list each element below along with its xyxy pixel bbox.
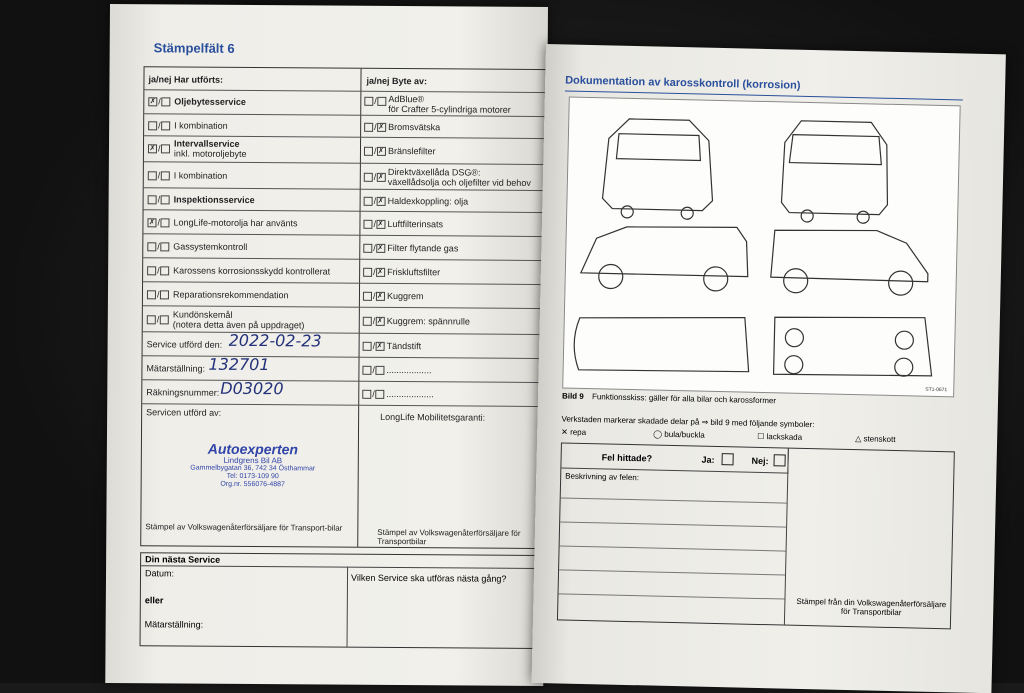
left-page	[105, 4, 548, 686]
table-row: / Inspektionsservice /✗ Haldexkoppling: olja	[144, 187, 550, 213]
symbol-scratch: ✕ repa	[561, 427, 587, 438]
checkbox-nej[interactable]	[377, 97, 386, 106]
found-label: Fel hittade?	[601, 452, 653, 464]
table-row: / Gassystemkontroll /✗ Filter flytande gas	[143, 233, 549, 261]
checkbox-ja[interactable]: ✗	[149, 98, 156, 106]
table-row: / Karossens korrosionsskydd kontrollerat /✗ Friskluftsfilter	[143, 257, 549, 285]
symbol-paint: ☐ lackskada	[757, 431, 803, 442]
checkbox-ja[interactable]	[363, 268, 372, 277]
description-label: Beskrivning av felen:	[565, 471, 640, 483]
item-label: Oljebytesservice	[174, 96, 246, 107]
table-row: ✗ / Oljebytesservice / AdBlue® för Crafter 5-cylindriga motorer	[144, 89, 550, 117]
item-label: ..................	[386, 364, 432, 376]
table-row: / I kombination /✗ Bromsvätska	[144, 113, 550, 139]
checkbox-nej[interactable]: ✗	[377, 244, 384, 253]
table-row: Mätarställning: 132701 / ..................	[142, 355, 548, 383]
checkbox-ja[interactable]	[364, 173, 373, 182]
item-label: Direktväxellåda DSG®:	[387, 166, 481, 178]
checkbox-nej[interactable]: ✗	[377, 268, 384, 277]
checkbox-nej[interactable]: ✗	[376, 342, 383, 351]
stamp-brand: Autoexperten	[207, 440, 299, 458]
checkbox-ja[interactable]	[363, 317, 372, 326]
item-label: Bromsvätska	[388, 121, 441, 133]
next-or-label: eller	[144, 595, 164, 606]
figure-code: ST1-0671	[925, 386, 948, 394]
service-date-value[interactable]: 2022-02-23	[228, 330, 322, 351]
item-label: Kuggrem	[386, 290, 424, 302]
checkbox-nej[interactable]	[160, 171, 169, 180]
checkbox-ja[interactable]	[363, 292, 372, 301]
longlife-stamp-label: Stämpel av Volkswagenåterförsäljare för Transportbilar	[377, 527, 521, 547]
table-row: / I kombination /✗ Direktväxellåda DSG®: växellådsolja och oljefilter vid behov	[144, 161, 550, 191]
right-page	[532, 44, 1006, 693]
no-label: Nej:	[751, 455, 769, 467]
checkbox-ja[interactable]: ✗	[149, 219, 155, 227]
odometer-label: Mätarställning:	[146, 363, 206, 374]
checkbox-nej[interactable]: ✗	[377, 197, 384, 206]
checkbox-nej[interactable]	[161, 121, 170, 130]
instruction-text: Verkstaden markerar skadade delar på ⇒ bild 9 med följande symboler:	[561, 414, 815, 430]
figure-label: Bild 9	[561, 391, 584, 401]
checkbox-nej[interactable]: ✗	[377, 292, 383, 301]
stamp-name: Lindgrens Bil AB	[223, 455, 283, 466]
checkbox-ja[interactable]	[148, 171, 157, 180]
page-title: Dokumentation av karosskontroll (korrosion)	[565, 74, 801, 92]
no-checkbox[interactable]	[773, 454, 785, 466]
symbol-dent: ◯ bula/buckla	[653, 429, 705, 440]
checkbox-ja[interactable]	[147, 290, 156, 299]
service-table	[140, 66, 551, 549]
item-label: Inspektionsservice	[173, 194, 255, 206]
checkbox-nej[interactable]: ✗	[376, 317, 383, 326]
item-label: ...................	[386, 388, 434, 400]
item-label: Filter flytande gas	[387, 242, 459, 254]
item-label: (notera detta även på uppdraget)	[172, 319, 305, 331]
item-label: växellådsolja och oljefilter vid behov	[387, 176, 531, 188]
dealer-stamp	[178, 440, 328, 489]
checkbox-nej[interactable]	[159, 290, 168, 299]
item-label: LongLife-motorolja har använts	[173, 217, 298, 229]
checkbox-ja[interactable]	[362, 390, 371, 399]
table-row: Räkningsnummer: D03020 / ...................	[142, 379, 548, 407]
next-service-box	[140, 552, 555, 649]
damage-form	[557, 442, 955, 629]
figure-caption: Funktionsskiss: gäller för alla bilar och karossformer	[591, 392, 777, 406]
service-date-label: Service utförd den:	[146, 339, 223, 350]
checkbox-ja[interactable]	[362, 366, 371, 375]
checkbox-ja[interactable]	[147, 242, 156, 251]
table-row: Service utförd den: 2022-02-23 /✗ Tändstift	[143, 331, 549, 359]
table-row: ✗ / Intervallservice inkl. motoroljebyte /✗ Bränslefilter	[144, 135, 550, 165]
table-row: / Reparationsrekommendation /✗ Kuggrem	[143, 281, 549, 309]
item-label: Kundönskemål	[172, 309, 233, 320]
yes-label: Ja:	[701, 454, 715, 465]
item-label: Kuggrem: spännrulle	[386, 315, 470, 327]
checkbox-ja[interactable]	[147, 266, 156, 275]
item-label: Karossens korrosionsskydd kontrollerat	[173, 265, 331, 277]
checkbox-ja[interactable]	[148, 121, 157, 130]
checkbox-nej[interactable]: ✗	[378, 124, 385, 132]
item-label: Reparationsrekommendation	[172, 289, 289, 301]
item-label: I kombination	[174, 120, 228, 131]
item-label: för Crafter 5-cylindriga motorer	[388, 103, 511, 115]
checkbox-ja[interactable]	[363, 342, 372, 351]
checkbox-nej[interactable]	[375, 366, 384, 375]
checkbox-ja[interactable]: ✗	[149, 145, 156, 153]
item-label: AdBlue®	[388, 93, 425, 105]
invoice-label: Räkningsnummer:	[146, 387, 220, 398]
next-date-label: Datum:	[144, 568, 175, 579]
checkbox-nej[interactable]	[160, 144, 169, 153]
stamp-label: Stämpel från din Volkswagenåterförsäljare för Transportbilar	[796, 596, 947, 618]
item-label: Friskluftsfilter	[387, 266, 441, 278]
van-sketch-icon	[563, 98, 959, 397]
checkbox-ja[interactable]	[364, 197, 373, 206]
stamp-row	[141, 403, 548, 549]
item-label: inkl. motoroljebyte	[173, 148, 247, 159]
checkbox-nej[interactable]: ✗	[377, 220, 384, 229]
table-row: ✗ / LongLife-motorolja har använts /✗ Luftfilterinsats	[143, 209, 549, 237]
checkbox-nej[interactable]	[160, 242, 169, 251]
item-label: Gassystemkontroll	[173, 241, 248, 252]
item-label: Luftfilterinsats	[387, 218, 444, 230]
item-label: Bränslefilter	[387, 145, 436, 157]
dealer-stamp-label: Stämpel av Volkswagenåterförsäljare för Transport-bilar	[145, 522, 343, 533]
item-label: Haldexkoppling: olja	[387, 195, 469, 207]
next-service-title: Din nästa Service	[145, 554, 221, 565]
invoice-value[interactable]: D03020	[220, 378, 284, 399]
page-title: Stämpelfält 6	[153, 40, 235, 56]
checkbox-nej[interactable]	[159, 315, 168, 324]
table-row: / Kundönskemål (notera detta även på uppdraget) /✗ Kuggrem: spännrulle	[143, 305, 549, 335]
checkbox-nej[interactable]	[161, 97, 170, 106]
item-label: Intervallservice	[173, 138, 240, 149]
checkbox-ja[interactable]	[363, 244, 372, 253]
col-left-header: ja/nej Har utförts:	[148, 74, 224, 85]
stamp-address: Gammelbygatan 36, 742 34 Östhammar	[190, 464, 316, 473]
item-label: I kombination	[173, 170, 228, 181]
checkbox-nej[interactable]: ✗	[378, 148, 384, 156]
checkbox-ja[interactable]	[364, 97, 373, 106]
table-header	[144, 67, 550, 92]
checkbox-ja[interactable]	[148, 195, 157, 204]
performed-by-label: Servicen utförd av:	[146, 407, 222, 418]
item-label: Tändstift	[386, 340, 422, 352]
checkbox-ja[interactable]	[147, 315, 156, 324]
checkbox-nej[interactable]: ✗	[377, 173, 384, 182]
checkbox-nej[interactable]	[375, 390, 384, 399]
checkbox-ja[interactable]	[364, 147, 373, 156]
checkbox-nej[interactable]	[160, 218, 169, 227]
symbol-legend	[561, 427, 951, 445]
symbol-stone: △ stenskott	[855, 434, 896, 445]
checkbox-nej[interactable]	[160, 266, 169, 275]
checkbox-ja[interactable]	[364, 123, 373, 132]
checkbox-nej[interactable]	[160, 195, 169, 204]
yes-checkbox[interactable]	[721, 453, 733, 465]
longlife-label: LongLife Mobilitetsgaranti:	[380, 411, 486, 423]
stamp-org: Org.nr. 556076-4887	[220, 480, 285, 489]
col-right-header: ja/nej Byte av:	[366, 75, 428, 87]
stamp-phone: Tel: 0173-109 90	[226, 472, 279, 481]
checkbox-ja[interactable]	[363, 220, 372, 229]
odometer-value[interactable]: 132701	[208, 354, 270, 375]
next-which-label: Vilken Service ska utföras nästa gång?	[350, 572, 507, 584]
next-odo-label: Mätarställning:	[144, 619, 204, 630]
